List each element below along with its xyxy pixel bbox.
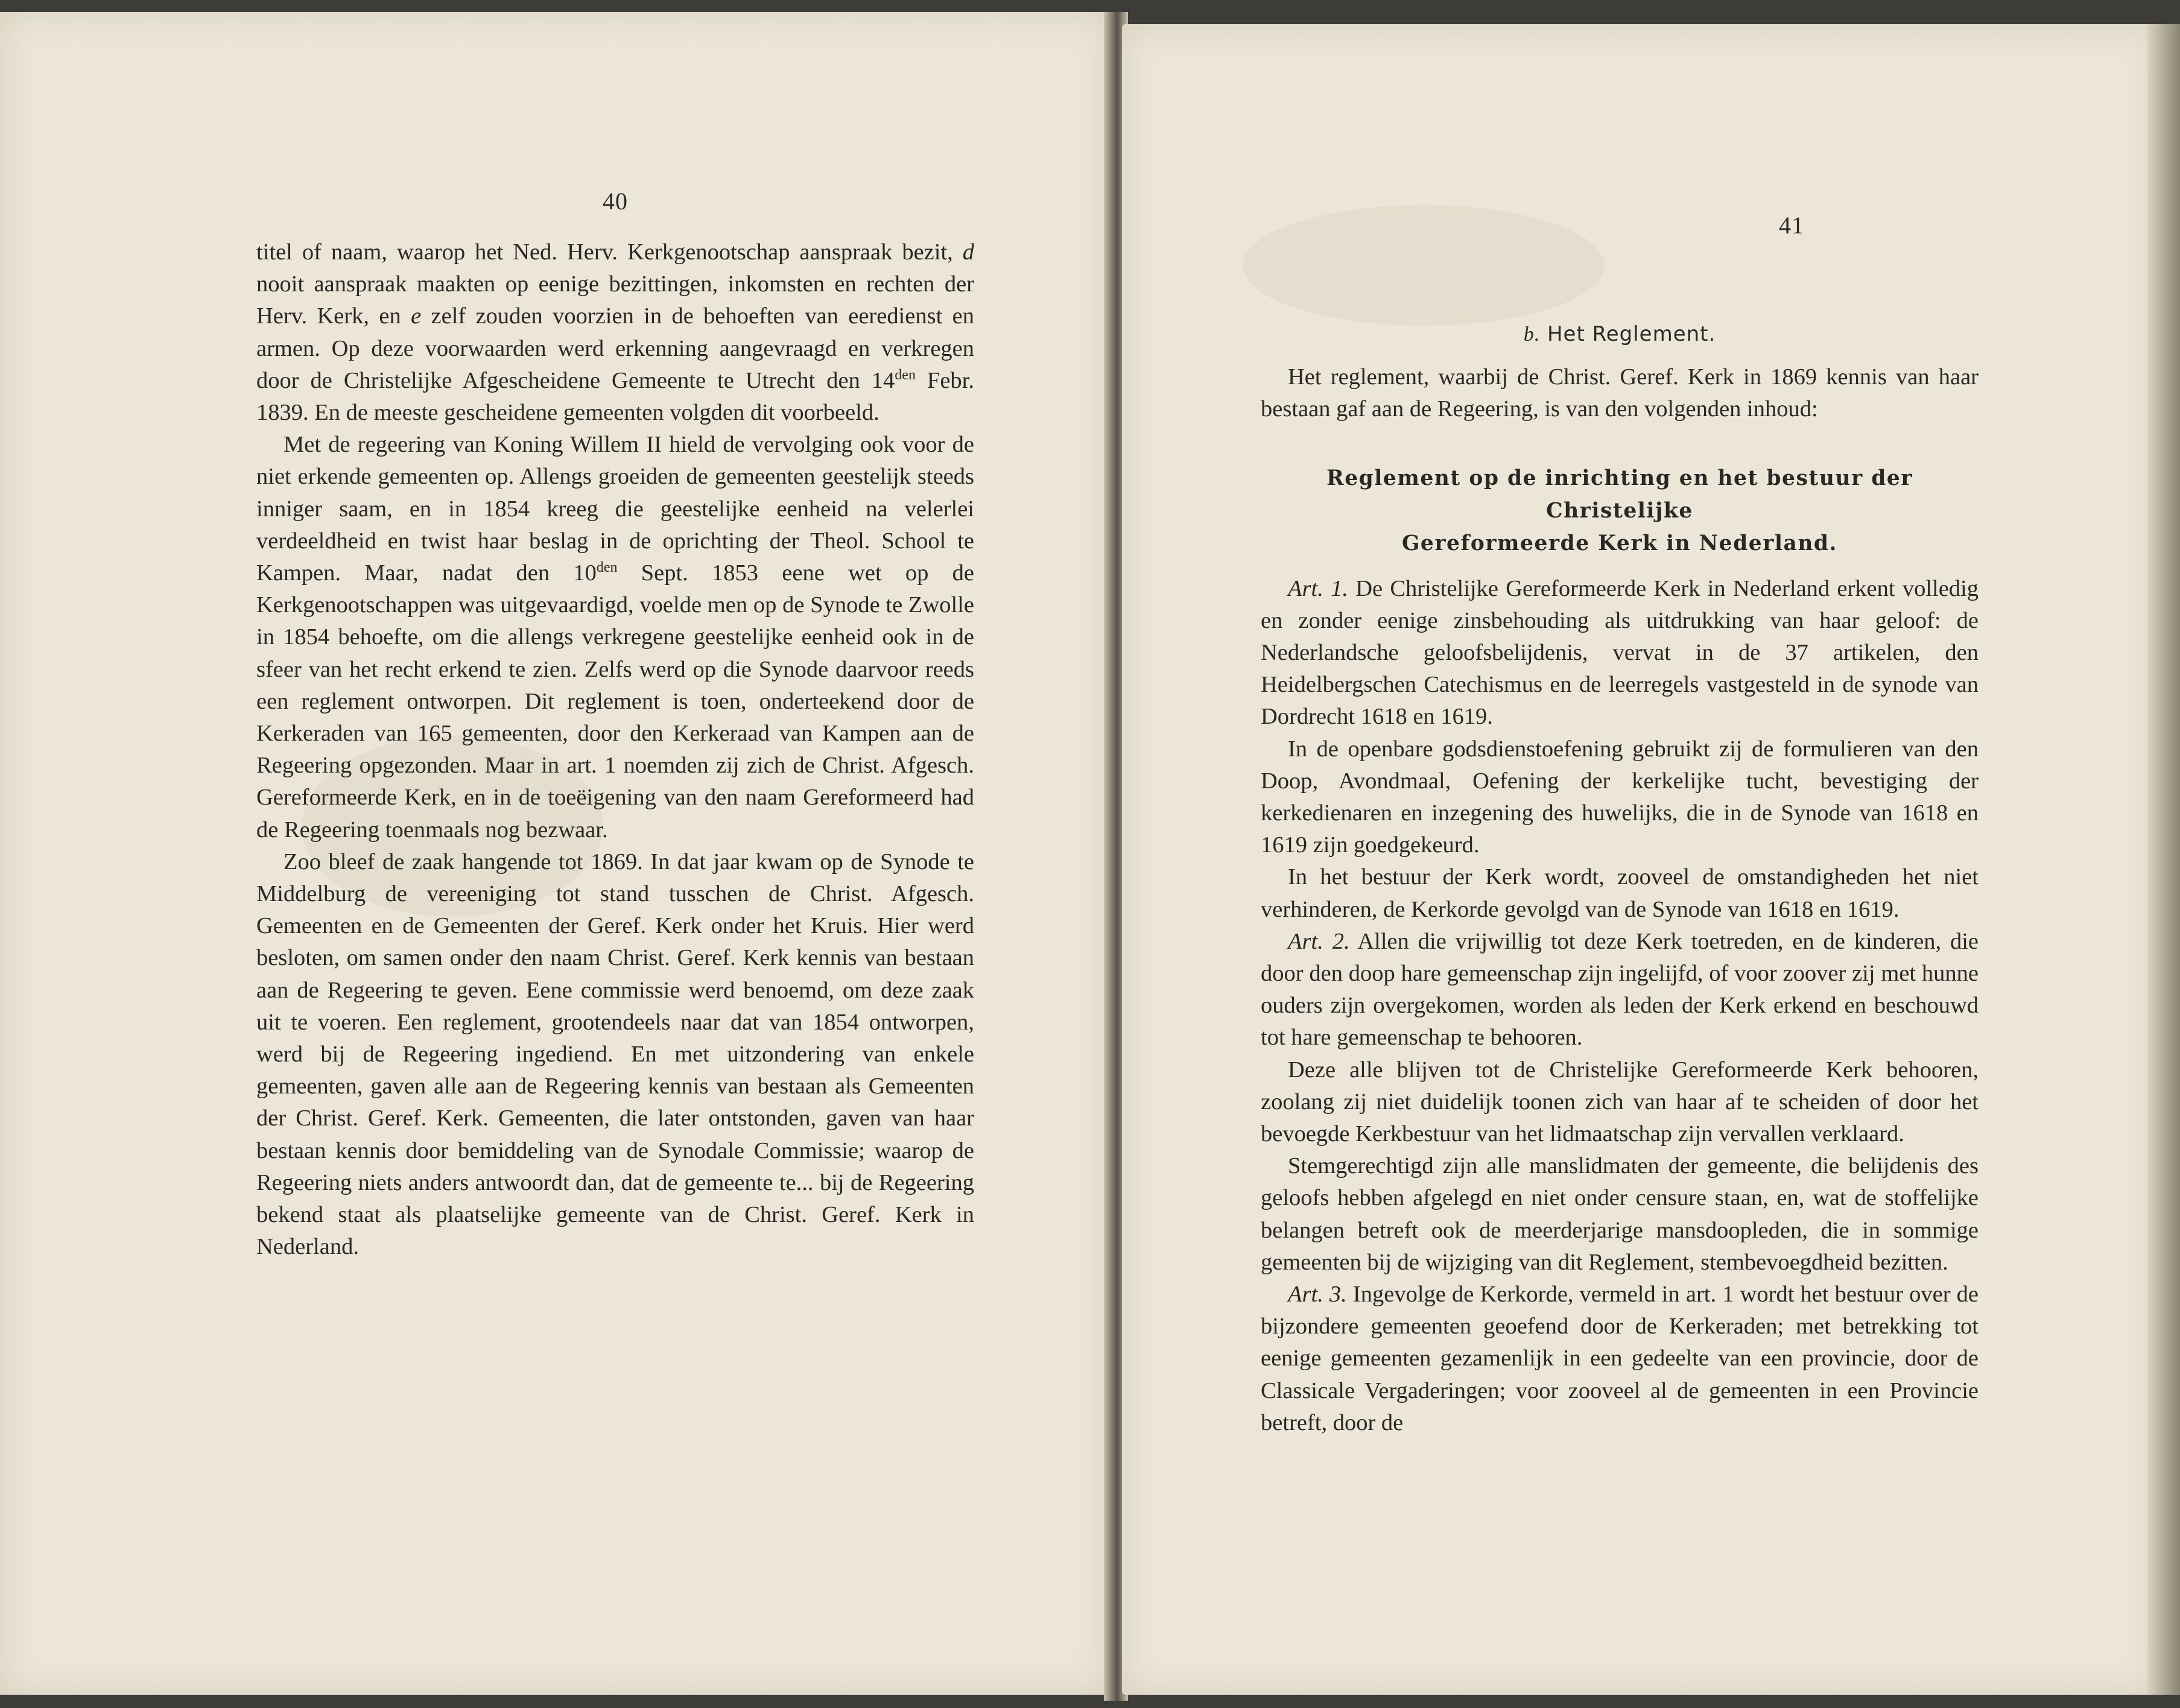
paper-stain bbox=[1243, 205, 1605, 326]
article-text: Deze alle blijven tot de Christelijke Gereformeerde Kerk behooren, zoolang zij niet duidelijk toonen zich van haar af te scheiden of door het bevoegde Kerkbestuur van het lidmaatschap zijn vervallen verklaard. bbox=[1261, 1057, 1979, 1147]
subheading-letter: b. bbox=[1523, 323, 1541, 346]
intro-paragraph: Het reglement, waarbij de Christ. Geref. Kerk in 1869 kennis van haar bestaan gaf aan de Regeering, is van den volgenden inhoud: bbox=[1261, 364, 1979, 422]
article-text: Allen die vrijwillig tot deze Kerk toetreden, en de kinderen, die door den doop hare gemeenschap zijn ingelijfd, of voor zoover zij met hunne ouders zijn overgekomen, worden als leden der Kerk erkend en beschouwd tot hare gemeenschap te behooren. bbox=[1261, 928, 1979, 1051]
article-paragraph bbox=[1261, 926, 1979, 1054]
italic-letter: e bbox=[411, 303, 422, 329]
article-text: Ingevolge de Kerkorde, vermeld in art. 1 wordt het bestuur over de bijzondere gemeenten geoefend door de Kerkeraden; met betrekking tot eenige gemeenten gezamenlijk in een gedeelte van een provincie, door de Classicale Vergaderingen; voor zooveel al de gemeenten in een Provincie betreft, door de bbox=[1261, 1282, 1979, 1435]
page-number-right: 41 bbox=[1779, 212, 1804, 239]
page-edge bbox=[2147, 24, 2180, 1695]
left-paragraph bbox=[256, 846, 974, 1264]
regulation-title-line-1: Reglement op de inrichting en het bestuur der Christelijke bbox=[1326, 466, 1913, 523]
article-label: Art. 3. bbox=[1288, 1282, 1347, 1308]
text-run: nooit aanspraak maakten op eenige bezittingen, inkomsten en rechten der Herv. Kerk, en bbox=[256, 271, 974, 329]
regulation-title-line-2: Gereformeerde Kerk in Nederland. bbox=[1401, 531, 1838, 555]
left-paragraph bbox=[256, 236, 974, 429]
article-paragraph bbox=[1261, 1150, 1979, 1279]
article-paragraph bbox=[1261, 733, 1979, 862]
text-run: Febr. 1839. En de meeste gescheidene gemeenten volgden dit voorbeeld. bbox=[256, 367, 974, 426]
left-page-body bbox=[256, 236, 974, 1264]
article-text: Stemgerechtigd zijn alle manslidmaten der gemeente, die belijdenis des geloofs hebben afgelegd en niet onder censure staan, en, wat de stoffelijke belangen betreft ook de meerderjarige mansdoopleden, die in sommige gemeenten bij de wijziging van dit Reglement, stembevoegdheid bezitten. bbox=[1261, 1153, 1979, 1275]
article-paragraph bbox=[1261, 1279, 1979, 1439]
text-run: Zoo bleef de zaak hangende tot 1869. In dat jaar kwam op de Synode te Middelburg de vereeniging tot stand tusschen de Christ. Afgesch. Gemeenten en de Gemeenten der Geref. Kerk onder het Kruis. Hier werd besloten, om samen onder den naam Christ. Geref. Kerk kennis van bestaan aan de Regeering te geven. Eene commissie werd benoemd, om deze zaak uit te voeren. Een reglement, grootendeels naar dat van 1854 ontworpen, werd bij de Regeering ingediend. En met uitzondering van enkele gemeenten, gaven alle aan de Regeering kennis van bestaan als Gemeenten der Christ. Geref. Kerk. Gemeenten, die later ontstonden, gaven van haar bestaan kennis door bemiddeling van de Synodale Commissie; waarop de Regeering niets anders antwoordt dan, dat de gemeente te... bij de Regeering bekend staat als plaatselijke gemeente van de Christ. Geref. Kerk in Nederland. bbox=[256, 849, 974, 1260]
ordinal-suffix: den bbox=[596, 560, 618, 576]
italic-letter: d bbox=[962, 239, 974, 265]
regulation-title bbox=[1261, 462, 1979, 560]
spacer bbox=[1261, 426, 1979, 462]
article-text: De Christelijke Gereformeerde Kerk in Nederland erkent volledig en zonder eenige zinsbehouding als uitdrukking van haar geloof: de Nederlandsche geloofsbelijdenis, vervat in de 37 artikelen, den Heidelbergschen Catechismus en de leerregels vastgesteld in de synode van Dordrecht 1618 en 1619. bbox=[1261, 575, 1979, 730]
article-text: In de openbare godsdienstoefening gebruikt zij de formulieren van den Doop, Avondmaal, Oefening der kerkelijke tucht, bevestiging der kerkedienaren en inzegening des huwelijks, die in de Synode van 1618 en 1619 zijn goedgekeurd. bbox=[1261, 736, 1979, 858]
article-paragraph bbox=[1261, 1054, 1979, 1151]
article-paragraph bbox=[1261, 573, 1979, 733]
ordinal-suffix: den bbox=[895, 367, 916, 383]
page-number-left: 40 bbox=[603, 188, 628, 215]
text-run: Met de regeering van Koning Willem II hield de vervolging ook voor de niet erkende gemeenten op. Allengs groeiden de gemeenten geestelijk steeds inniger saam, en in 1854 kreeg die geestelijke eenheid na velerlei verdeeldheid en twist haar beslag in de oprichting der Theol. School te Kampen. Maar, nadat den 10 bbox=[256, 432, 974, 586]
left-page bbox=[0, 12, 1110, 1695]
text-run: titel of naam, waarop het Ned. Herv. Kerkgenootschap aanspraak bezit, bbox=[256, 239, 963, 265]
articles bbox=[1261, 573, 1979, 1439]
article-label: Art. 1. bbox=[1288, 575, 1348, 601]
article-paragraph bbox=[1261, 861, 1979, 925]
subheading-text: Het Reglement. bbox=[1540, 322, 1716, 346]
text-run: Sept. 1853 eene wet op de Kerkgenootschappen was uitgevaardigd, voelde men op de Synode te Zwolle in 1854 behoefte, om die allengs verkregene geestelijke eenheid ook in de sfeer van het recht erkend te zien. Zelfs werd op die Synode daarvoor reeds een reglement ontworpen. Dit reglement is toen, onderteekend door de Kerkeraden van 165 gemeenten, door den Kerkeraad van Kampen aan de Regeering opgezonden. Maar in art. 1 noemden zij zich de Christ. Afgesch. Gereformeerde Kerk, en in de toeëigening van den naam Gereformeerd had de Regeering toenmaals nog bezwaar. bbox=[256, 560, 974, 843]
right-page bbox=[1122, 24, 2159, 1695]
text-run: zelf zouden voorzien in de behoeften van eeredienst en armen. Op deze voorwaarden werd erkenning aangevraagd en verkregen door de Christelijke Afgescheidene Gemeente te Utrecht den 14 bbox=[256, 303, 975, 393]
left-paragraph bbox=[256, 429, 974, 846]
article-text: In het bestuur der Kerk wordt, zooveel de omstandigheden het niet verhinderen, de Kerkorde gevolgd van de Synode van 1618 en 1619. bbox=[1261, 864, 1979, 922]
section-subheading bbox=[1261, 318, 1979, 350]
right-page-body bbox=[1261, 318, 1979, 1439]
article-label: Art. 2. bbox=[1288, 928, 1350, 954]
